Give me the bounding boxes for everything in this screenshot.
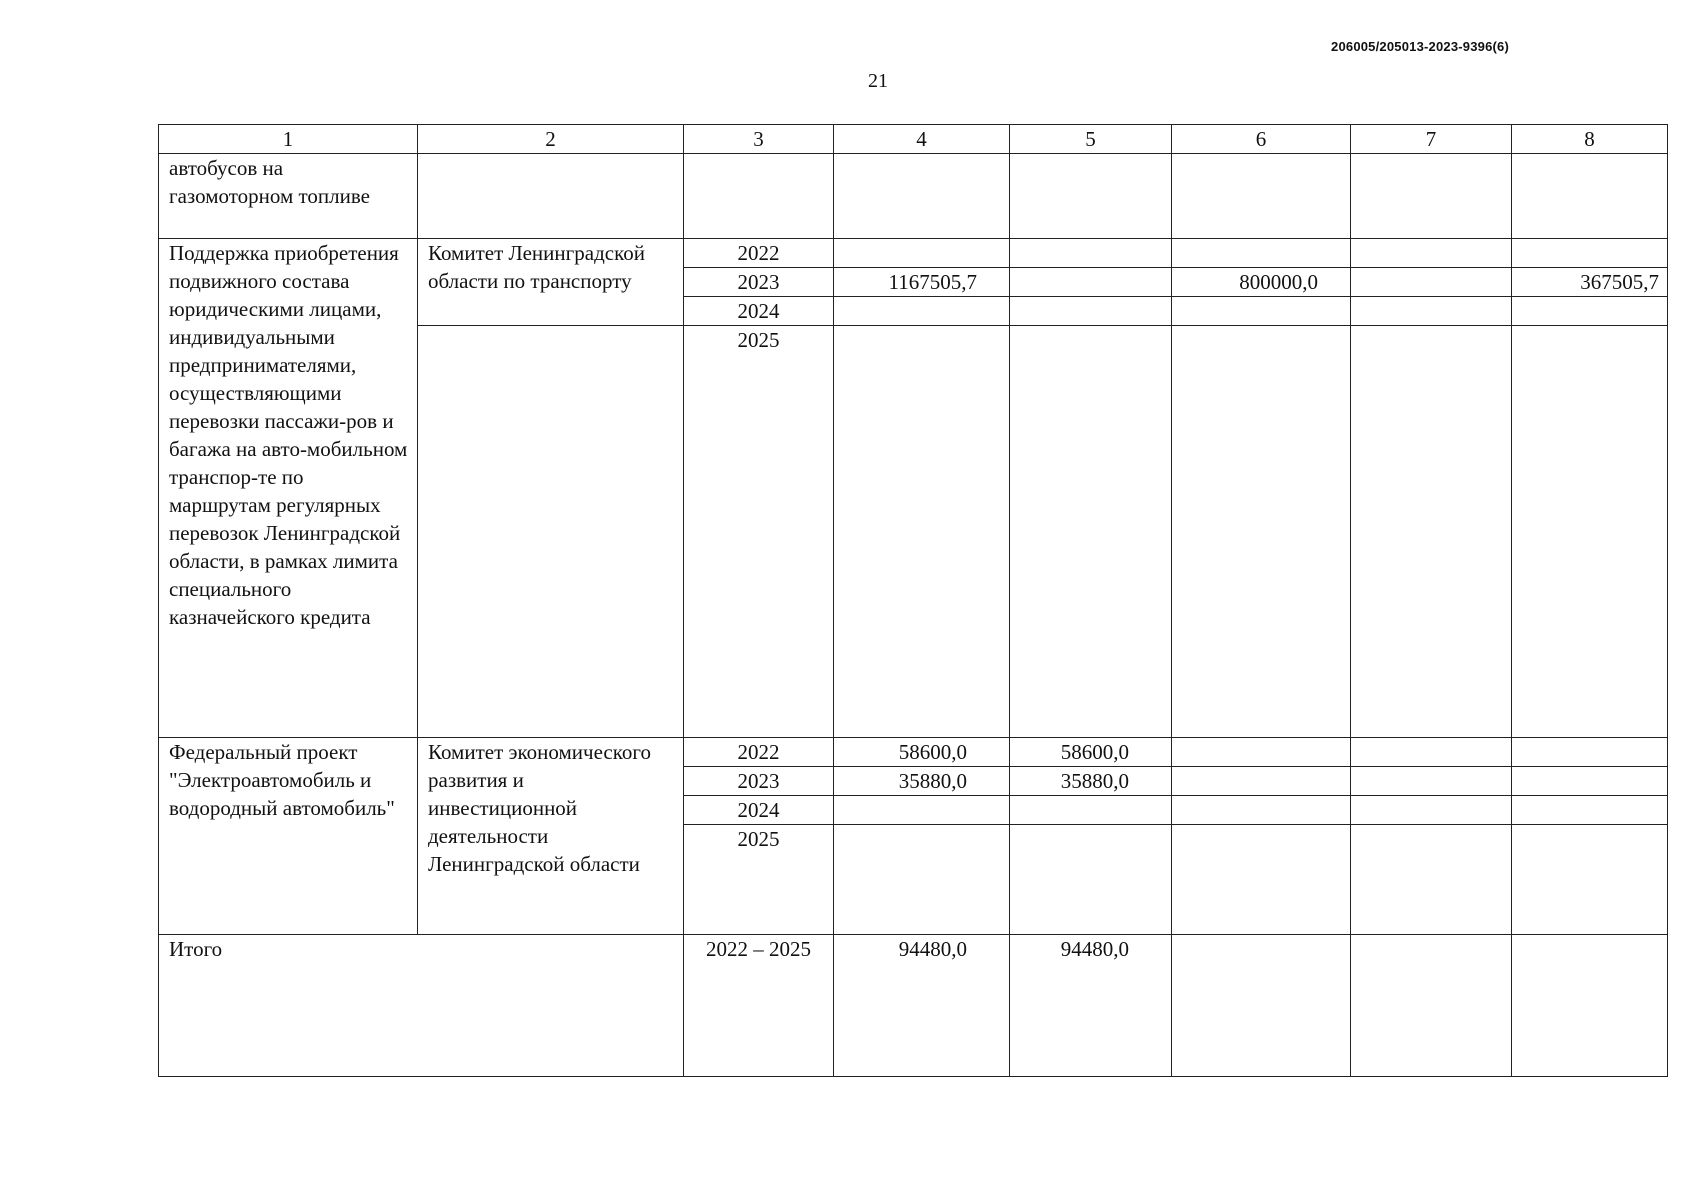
year-cell: 2023 — [684, 268, 834, 297]
value-cell: 58600,0 — [1010, 738, 1172, 767]
value-cell — [1351, 738, 1512, 767]
total-label: Итого — [159, 935, 684, 1077]
value-cell — [1351, 297, 1512, 326]
year-cell: 2022 — [684, 239, 834, 268]
value-cell: 35880,0 — [1010, 767, 1172, 796]
column-number: 4 — [834, 125, 1010, 154]
column-numbers-row — [159, 125, 1668, 154]
year-cell: 2024 — [684, 796, 834, 825]
value-cell — [1512, 767, 1668, 796]
year-cell: 2022 — [684, 738, 834, 767]
value-cell: 58600,0 — [834, 738, 1010, 767]
table-cell — [834, 154, 1010, 239]
value-cell — [1512, 825, 1668, 935]
activity-name: Поддержка приобретения подвижного состава юридическими лицами, индивидуальными предпринимателями, осуществляющими перевозки пассажи-ров и багажа на авто-мобильном транспор-те по маршрутам регулярных перевозок Ленинградской области, в рамках лимита специального казначейского кредита — [159, 239, 418, 738]
activity-name: Федеральный проект "Электроавтомобиль и водородный автомобиль" — [159, 738, 418, 935]
value-cell — [1351, 326, 1512, 738]
column-number: 1 — [159, 125, 418, 154]
table-cell — [1172, 154, 1351, 239]
page-number: 21 — [868, 70, 888, 92]
total-row — [159, 935, 1668, 1077]
table-row — [159, 239, 1668, 268]
column-number: 6 — [1172, 125, 1351, 154]
value-cell: 35880,0 — [834, 767, 1010, 796]
value-cell — [1172, 767, 1351, 796]
column-number: 5 — [1010, 125, 1172, 154]
total-value: 94480,0 — [1010, 935, 1172, 1077]
value-cell — [1172, 825, 1351, 935]
value-cell — [834, 297, 1010, 326]
table-cell — [418, 326, 684, 738]
value-cell — [1010, 326, 1172, 738]
column-number: 7 — [1351, 125, 1512, 154]
value-cell — [1512, 239, 1668, 268]
financing-table — [158, 124, 1668, 1077]
column-number: 2 — [418, 125, 684, 154]
value-cell — [1512, 738, 1668, 767]
value-cell: 367505,7 — [1512, 268, 1668, 297]
value-cell — [1172, 796, 1351, 825]
value-cell — [1010, 825, 1172, 935]
value-cell — [1512, 796, 1668, 825]
year-cell: 2025 — [684, 326, 834, 738]
value-cell — [834, 326, 1010, 738]
column-number: 8 — [1512, 125, 1668, 154]
value-cell — [1172, 297, 1351, 326]
value-cell — [1172, 239, 1351, 268]
value-cell — [1010, 796, 1172, 825]
value-cell — [1351, 796, 1512, 825]
table-row — [159, 738, 1668, 767]
value-cell — [1351, 767, 1512, 796]
value-cell — [1351, 825, 1512, 935]
activity-name-continued: автобусов на газомоторном топливе — [159, 154, 418, 239]
total-period: 2022 – 2025 — [684, 935, 834, 1077]
value-cell: 1167505,7 — [834, 268, 1010, 297]
value-cell — [1172, 738, 1351, 767]
value-cell — [1351, 239, 1512, 268]
total-value: 94480,0 — [834, 935, 1010, 1077]
value-cell — [1010, 268, 1172, 297]
document-id: 206005/205013-2023-9396(6) — [1331, 39, 1509, 54]
table-cell — [418, 154, 684, 239]
table-cell — [684, 154, 834, 239]
value-cell: 800000,0 — [1172, 268, 1351, 297]
table-cell — [1010, 154, 1172, 239]
value-cell — [834, 796, 1010, 825]
total-value — [1172, 935, 1351, 1077]
executor-name: Комитет Ленинградской области по транспорту — [418, 239, 684, 326]
column-number: 3 — [684, 125, 834, 154]
table-cell — [1351, 154, 1512, 239]
value-cell — [1010, 239, 1172, 268]
table-cell — [1512, 154, 1668, 239]
year-cell: 2023 — [684, 767, 834, 796]
executor-name: Комитет экономического развития и инвестиционной деятельности Ленинградской области — [418, 738, 684, 935]
table-row — [159, 154, 1668, 239]
value-cell — [1351, 268, 1512, 297]
total-value — [1512, 935, 1668, 1077]
year-cell: 2024 — [684, 297, 834, 326]
value-cell — [834, 239, 1010, 268]
total-value — [1351, 935, 1512, 1077]
value-cell — [834, 825, 1010, 935]
year-cell: 2025 — [684, 825, 834, 935]
value-cell — [1172, 326, 1351, 738]
value-cell — [1512, 297, 1668, 326]
value-cell — [1512, 326, 1668, 738]
value-cell — [1010, 297, 1172, 326]
